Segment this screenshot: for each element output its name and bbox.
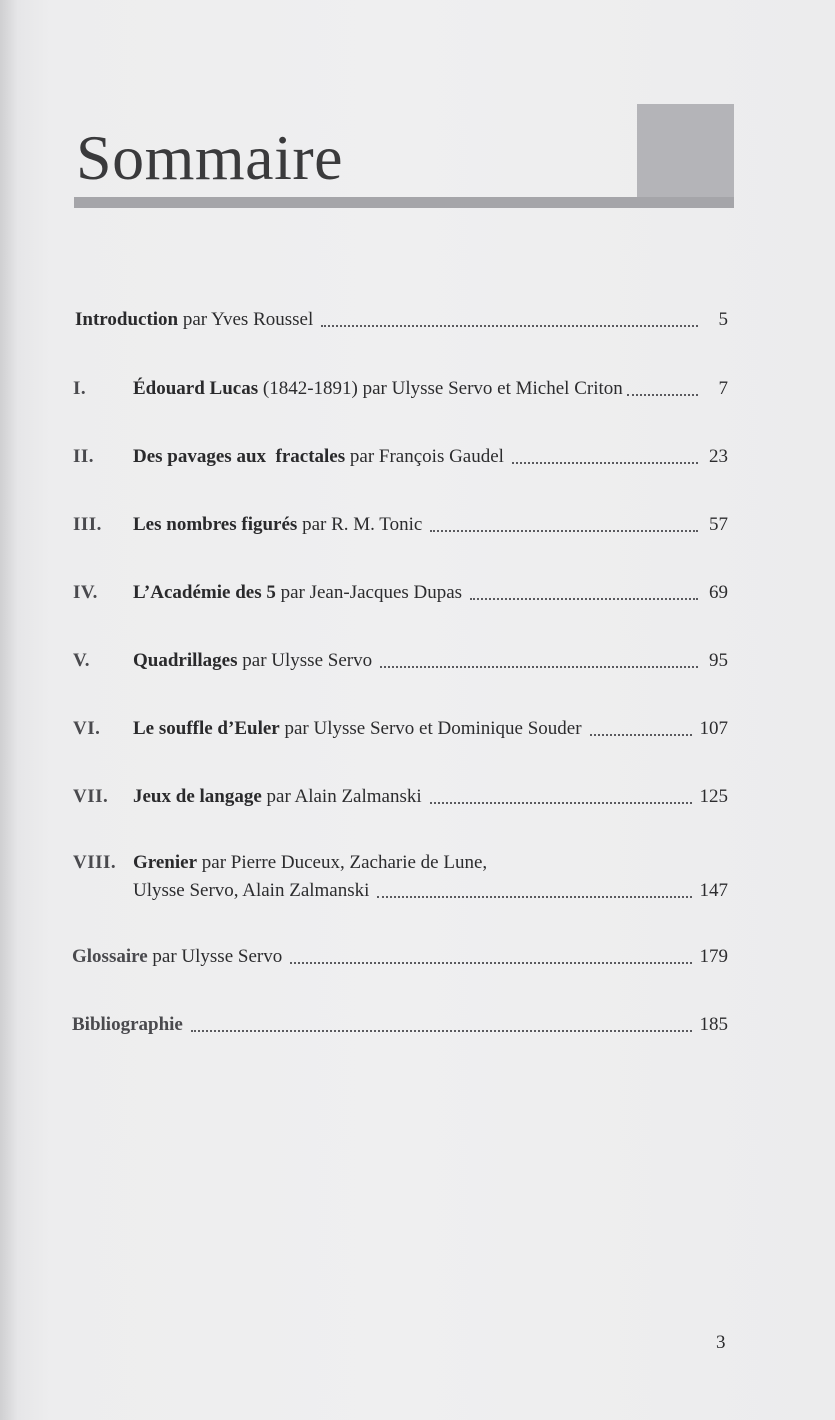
toc-entry-bibliographie	[72, 1012, 728, 1038]
entry-page: 5	[718, 309, 728, 330]
toc-entry-chapter-7	[73, 784, 728, 810]
chapter-title: Grenier	[133, 852, 198, 873]
chapter-author: par Alain Zalmanski	[266, 786, 422, 807]
dot-leader	[430, 802, 692, 804]
dot-leader	[470, 598, 698, 600]
chapter-number: VI.	[73, 718, 101, 739]
entry-page: 185	[699, 1014, 728, 1035]
toc-entry-chapter-2	[73, 444, 728, 470]
chapter-number: V.	[73, 650, 91, 671]
page-title: Sommaire	[76, 122, 344, 193]
entry-label: Bibliographie	[72, 1014, 183, 1035]
toc-entry-chapter-6	[73, 716, 728, 742]
chapter-number: VIII.	[73, 852, 117, 873]
chapter-title: L’Académie des 5	[133, 582, 276, 603]
entry-page: 125	[699, 786, 728, 807]
chapter-title: Quadrillages	[133, 650, 238, 671]
chapter-title: Les nombres figurés	[133, 514, 298, 535]
chapter-number: II.	[73, 446, 95, 467]
entry-label: Introduction	[75, 309, 179, 330]
entry-author: par Ulysse Servo	[152, 946, 283, 967]
entry-label: Glossaire	[72, 946, 148, 967]
chapter-number: III.	[73, 514, 102, 535]
toc-entry-introduction	[75, 307, 728, 333]
chapter-title: Des pavages aux fractales	[133, 446, 346, 467]
chapter-author: par Pierre Duceux, Zacharie de Lune,	[201, 852, 488, 873]
dot-leader	[377, 896, 691, 898]
toc-entry-chapter-3	[73, 512, 728, 538]
page-number: 3	[716, 1332, 726, 1353]
entry-page: 179	[699, 946, 728, 967]
entry-page: 69	[709, 582, 728, 603]
entry-page: 147	[699, 880, 728, 901]
chapter-author: par Jean-Jacques Dupas	[280, 582, 463, 603]
toc-entry-chapter-1	[73, 376, 728, 402]
toc-entry-chapter-8	[73, 850, 728, 904]
dot-leader	[380, 666, 698, 668]
chapter-title: Édouard Lucas	[133, 378, 259, 399]
chapter-number: VII.	[73, 786, 109, 807]
dot-leader	[512, 462, 698, 464]
dot-leader	[430, 530, 698, 532]
chapter-number: I.	[73, 378, 87, 399]
chapter-title: Le souffle d’Euler	[133, 718, 280, 739]
entry-page: 95	[709, 650, 728, 671]
dot-leader	[627, 394, 698, 396]
toc-entry-glossaire	[72, 944, 728, 970]
dot-leader	[191, 1030, 692, 1032]
toc-entry-chapter-5	[73, 648, 728, 674]
chapter-title: Jeux de langage	[133, 786, 262, 807]
chapter-author: par Ulysse Servo	[242, 650, 373, 671]
chapter-author: par Ulysse Servo et Dominique Souder	[284, 718, 582, 739]
entry-page: 57	[709, 514, 728, 535]
chapter-author: par R. M. Tonic	[302, 514, 423, 535]
entry-page: 23	[709, 446, 728, 467]
entry-page: 7	[718, 378, 728, 399]
dot-leader	[290, 962, 691, 964]
dot-leader	[590, 734, 692, 736]
entry-author: par Yves Roussel	[182, 309, 314, 330]
chapter-author: (1842-1891) par Ulysse Servo et Michel Criton	[262, 378, 623, 399]
chapter-author-continued: Ulysse Servo, Alain Zalmanski	[133, 880, 370, 901]
chapter-number: IV.	[73, 582, 98, 603]
dot-leader	[321, 325, 698, 327]
chapter-author: par François Gaudel	[349, 446, 504, 467]
entry-page: 107	[699, 718, 728, 739]
toc-entry-chapter-4	[73, 580, 728, 606]
